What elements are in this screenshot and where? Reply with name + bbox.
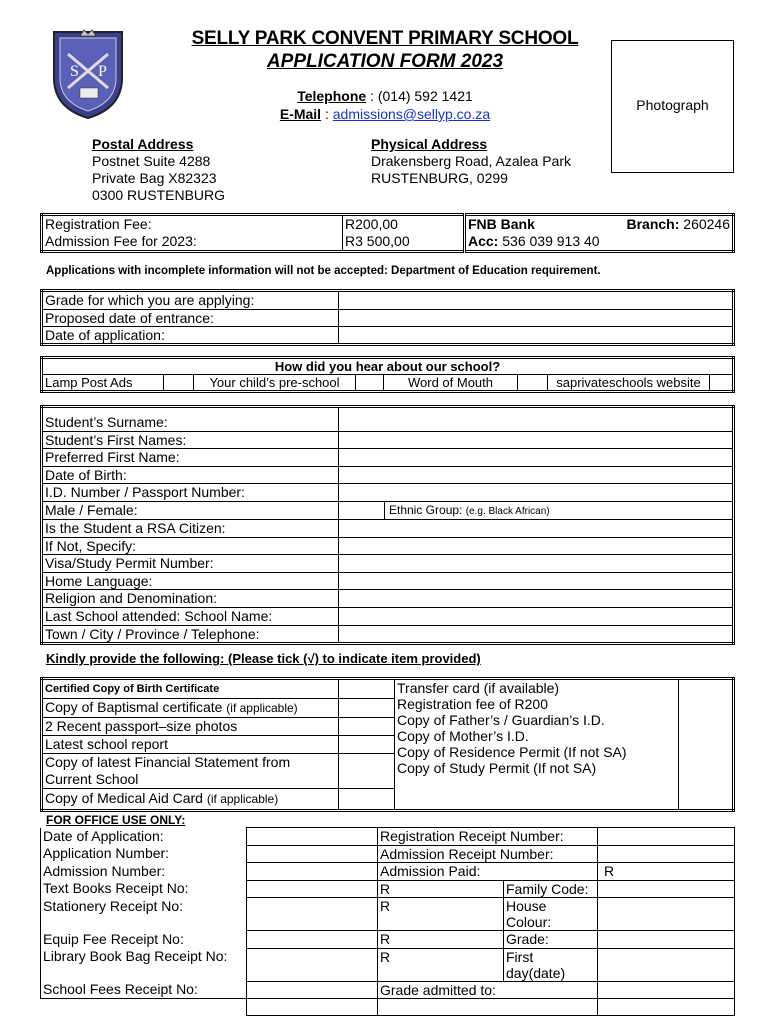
tick-word-of-mouth[interactable] xyxy=(518,375,548,392)
grade-label: Grade for which you are applying: xyxy=(42,291,339,310)
office-left-label: Application Number: xyxy=(41,845,247,863)
house-colour-label: House Colour: xyxy=(504,898,598,931)
physical-line: Drakensberg Road, Azalea Park xyxy=(371,153,571,169)
family-code-label: Family Code: xyxy=(504,880,598,898)
ethnic-hint: (e.g. Black African) xyxy=(465,505,550,517)
physical-line: RUSTENBURG, 0299 xyxy=(371,170,508,186)
student-field-input[interactable] xyxy=(339,572,734,590)
branch-code: 260246 xyxy=(683,216,730,232)
student-field-label: Preferred First Name: xyxy=(42,449,339,467)
doc-transfer-card: Transfer card (if available) xyxy=(397,680,560,696)
office-left-input[interactable] xyxy=(247,880,378,898)
doc-school-report: Latest school report xyxy=(42,736,339,754)
telephone-value: (014) 592 1421 xyxy=(377,88,473,104)
tick-baptismal[interactable] xyxy=(339,699,395,718)
office-left-label: Stationery Receipt No: xyxy=(41,898,247,931)
entrance-date-input[interactable] xyxy=(339,310,734,327)
application-date-label: Date of application: xyxy=(42,327,339,345)
grade-code-input[interactable] xyxy=(598,931,735,949)
school-name: SELLY PARK CONVENT PRIMARY SCHOOL xyxy=(191,28,579,49)
student-field-label: Home Language: xyxy=(42,572,339,590)
hear-question: How did you hear about our school? xyxy=(42,358,734,375)
student-field-input[interactable] xyxy=(339,537,734,555)
student-field-label: Is the Student a RSA Citizen: xyxy=(42,519,339,537)
student-field-input[interactable] xyxy=(339,414,734,432)
tick-lamp-post[interactable] xyxy=(164,375,194,392)
student-field-input[interactable] xyxy=(339,484,734,502)
tick-photos[interactable] xyxy=(339,718,395,736)
school-crest-logo xyxy=(50,28,126,120)
tick-birth-certificate[interactable] xyxy=(339,679,395,699)
option-word-of-mouth: Word of Mouth xyxy=(384,375,518,392)
student-table xyxy=(40,405,735,645)
registration-receipt-input[interactable] xyxy=(598,828,735,846)
grade-input[interactable] xyxy=(339,291,734,310)
documents-heading: Kindly provide the following: (Please tick (√) to indicate item provided) xyxy=(46,651,481,666)
admission-fee-label: Admission Fee for 2023: xyxy=(45,233,197,249)
photograph-label: Photograph xyxy=(636,97,709,113)
telephone-label: Telephone xyxy=(297,88,367,104)
branch-label: Branch: xyxy=(626,216,680,232)
entrance-date-label: Proposed date of entrance: xyxy=(42,310,339,327)
student-field-label: Last School attended: School Name: xyxy=(42,607,339,625)
postal-heading: Postal Address xyxy=(92,136,194,152)
student-field-label: I.D. Number / Passport Number: xyxy=(42,484,339,502)
student-field-input[interactable] xyxy=(339,449,734,467)
office-heading: FOR OFFICE USE ONLY: xyxy=(46,813,186,827)
student-field-label: Date of Birth: xyxy=(42,466,339,484)
r-amount: R xyxy=(378,880,504,898)
contact-block: Telephone : (014) 592 1421 E-Mail : admissions@sellyp.co.za xyxy=(279,88,491,122)
grade-table xyxy=(40,289,735,346)
account-number: 536 039 913 40 xyxy=(502,233,600,249)
office-left-label: Text Books Receipt No: xyxy=(41,880,247,898)
doc-baptismal-note: (if applicable) xyxy=(226,701,298,715)
doc-medical-aid-note: (if applicable) xyxy=(206,792,279,806)
admission-paid-value[interactable]: R xyxy=(598,863,735,881)
office-left-label: Library Book Bag Receipt No: xyxy=(41,948,247,981)
office-left-label: Equip Fee Receipt No: xyxy=(41,931,247,949)
doc-residence-permit: Copy of Residence Permit (If not SA) xyxy=(397,744,627,760)
documents-table xyxy=(40,677,735,812)
tick-school-report[interactable] xyxy=(339,736,395,754)
option-lamp-post: Lamp Post Ads xyxy=(42,375,164,392)
house-colour-input[interactable] xyxy=(598,898,735,931)
email-link[interactable]: admissions@sellyp.co.za xyxy=(332,106,491,122)
student-field-label: Student’s First Names: xyxy=(42,431,339,449)
r-amount: R xyxy=(378,898,504,931)
application-date-input[interactable] xyxy=(339,327,734,345)
doc-birth-certificate: Certified Copy of Birth Certificate xyxy=(42,679,339,699)
physical-address xyxy=(371,136,571,187)
office-left-input[interactable] xyxy=(247,948,378,981)
registration-receipt-label: Registration Receipt Number: xyxy=(378,828,598,846)
grade-admitted-input[interactable] xyxy=(598,981,735,999)
grade-admitted-label: Grade admitted to: xyxy=(378,981,598,999)
svg-text:S: S xyxy=(70,63,79,80)
student-field-input[interactable] xyxy=(339,625,734,643)
first-day-input[interactable] xyxy=(598,948,735,981)
doc-study-permit: Copy of Study Permit (If not SA) xyxy=(397,760,597,776)
doc-registration-fee: Registration fee of R200 xyxy=(397,696,548,712)
r-amount: R xyxy=(378,931,504,949)
office-left-label: Date of Application: xyxy=(41,828,247,846)
student-field-label: Visa/Study Permit Number: xyxy=(42,555,339,573)
office-left-input[interactable] xyxy=(247,828,378,846)
admission-fee-value: R3 500,00 xyxy=(345,233,410,249)
first-day-label: First day(date) xyxy=(504,948,598,981)
postal-line: Postnet Suite 4288 xyxy=(92,153,211,169)
tick-medical-aid[interactable] xyxy=(339,789,395,811)
student-field-input[interactable] xyxy=(339,466,734,484)
bank-name: FNB Bank xyxy=(468,216,535,232)
doc-mother-id: Copy of Mother’s I.D. xyxy=(397,728,529,744)
doc-father-id: Copy of Father’s / Guardian’s I.D. xyxy=(397,712,605,728)
admission-receipt-label: Admission Receipt Number: xyxy=(378,845,598,863)
student-field-input[interactable] xyxy=(339,555,734,573)
ethnic-group-field[interactable] xyxy=(385,502,550,519)
grade-code-label: Grade: xyxy=(504,931,598,949)
office-left-label: School Fees Receipt No: xyxy=(41,981,247,999)
postal-address xyxy=(92,136,225,204)
photograph-box xyxy=(611,40,734,173)
r-amount: R xyxy=(378,948,504,981)
office-left-input[interactable] xyxy=(247,981,378,999)
office-table xyxy=(40,827,735,1016)
account-label: Acc: xyxy=(468,233,499,249)
tick-financial-statement[interactable] xyxy=(339,754,395,789)
family-code-input[interactable] xyxy=(598,880,735,898)
form-title: APPLICATION FORM 2023 xyxy=(266,51,504,72)
gender-input[interactable] xyxy=(339,502,385,519)
doc-medical-aid: Copy of Medical Aid Card xyxy=(45,790,203,806)
svg-text:P: P xyxy=(98,63,107,80)
office-left-label: Admission Number: xyxy=(41,863,247,881)
option-preschool: Your child’s pre-school xyxy=(194,375,356,392)
email-label: E-Mail xyxy=(279,106,322,122)
office-left-input[interactable] xyxy=(247,898,378,931)
student-field-label: Student’s Surname: xyxy=(42,414,339,432)
hear-table xyxy=(40,356,735,393)
admission-paid-label: Admission Paid: xyxy=(378,863,598,881)
tick-right-column[interactable] xyxy=(679,679,734,811)
registration-fee-value: R200,00 xyxy=(345,216,398,232)
doc-financial-statement: Copy of latest Financial Statement from Current School xyxy=(42,754,339,789)
student-field-input[interactable] xyxy=(339,607,734,625)
tick-preschool[interactable] xyxy=(356,375,384,392)
registration-fee-label: Registration Fee: xyxy=(45,216,152,232)
fees-table xyxy=(40,213,735,253)
ethnic-label: Ethnic Group: xyxy=(389,502,463,517)
office-left-input[interactable] xyxy=(247,845,378,863)
postal-line: Private Bag X82323 xyxy=(92,170,217,186)
student-field-label: Male / Female: xyxy=(42,501,339,519)
student-field-input[interactable] xyxy=(339,590,734,608)
tick-website[interactable] xyxy=(710,375,734,392)
student-field-label: Town / City / Province / Telephone: xyxy=(42,625,339,643)
physical-heading: Physical Address xyxy=(371,136,488,152)
option-website: saprivateschools website xyxy=(548,375,710,392)
student-field-input[interactable] xyxy=(339,431,734,449)
student-field-input[interactable] xyxy=(339,519,734,537)
admission-receipt-input[interactable] xyxy=(598,845,735,863)
student-field-label: Religion and Denomination: xyxy=(42,590,339,608)
office-left-input[interactable] xyxy=(247,863,378,881)
doc-baptismal: Copy of Baptismal certificate xyxy=(45,699,223,715)
doc-photos: 2 Recent passport–size photos xyxy=(42,718,339,736)
incomplete-notice: Applications with incomplete information will not be accepted: Department of Education requirement. xyxy=(46,265,601,277)
student-field-label: If Not, Specify: xyxy=(42,537,339,555)
office-left-input[interactable] xyxy=(247,931,378,949)
postal-line: 0300 RUSTENBURG xyxy=(92,187,226,203)
